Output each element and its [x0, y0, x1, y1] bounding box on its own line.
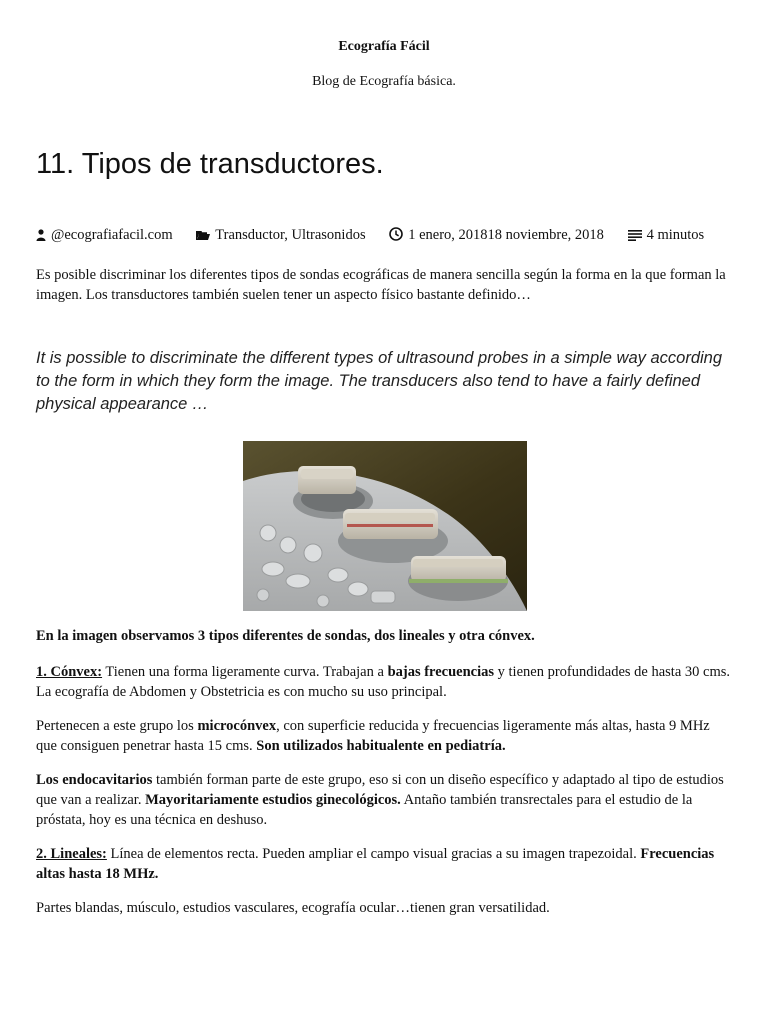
endocavitary-text: también forman parte de este grupo, eso si con un diseño específico y adaptado al tipo de estudios que van a realizar.	[36, 772, 724, 808]
linear-bold: Frecuencias altas hasta 18 MHz.	[36, 846, 715, 882]
site-header	[0, 0, 768, 91]
intro-text: En la imagen observamos 3 tipos diferentes de sondas, dos lineales y otra cónvex.	[36, 628, 535, 644]
microconvex-bold: microcónvex	[197, 718, 277, 734]
microconvex-text: Pertenecen a este grupo los	[36, 718, 198, 734]
english-translation: It is possible to discriminate the different types of ultrasound probes in a simple way according to the form in which they form the image. The transducers also tend to have a fairly defined physical appearance …	[36, 349, 723, 413]
endocavitary-bold-2: Mayoritariamente estudios ginecológicos.	[145, 792, 401, 808]
convex-text-2: y tienen profundidades de hasta 30 cms. La ecografía de Abdomen y Obstetricia es con mucho su uso principal.	[36, 664, 730, 700]
post-title: 11. Tipos de transductores.	[36, 148, 384, 180]
meta-categories	[196, 227, 369, 243]
reading-time: 4 minutos	[646, 227, 705, 243]
intro-paragraph	[36, 626, 732, 646]
meta-reading-time	[628, 227, 705, 243]
reading-time-icon	[628, 229, 642, 241]
author-link[interactable]: @ecografiafacil.com	[51, 227, 173, 243]
linear-heading: 2. Lineales:	[36, 846, 107, 862]
endocavitary-bold: Los endocavitarios	[36, 772, 153, 788]
closing-paragraph: Partes blandas, músculo, estudios vasculares, ecografía ocular…tienen gran versatilidad.	[36, 900, 550, 916]
folder-icon	[196, 230, 210, 241]
meta-author[interactable]	[36, 227, 176, 243]
categories-links[interactable]: Transductor, Ultrasonidos	[215, 227, 366, 243]
meta-date	[389, 227, 607, 243]
post-meta	[36, 225, 732, 245]
site-title-link[interactable]: Ecografía Fácil	[338, 39, 430, 54]
microconvex-bold-2: Son utilizados habitualente en pediatría.	[256, 738, 506, 754]
convex-heading: 1. Cónvex:	[36, 664, 103, 680]
user-icon	[36, 229, 46, 241]
linear-text: Línea de elementos recta. Pueden ampliar el campo visual gracias a su imagen trapezoidal.	[106, 846, 641, 862]
clock-icon	[389, 227, 403, 241]
linear-paragraph	[36, 844, 732, 884]
date-link[interactable]: 1 enero, 201818 noviembre, 2018	[408, 227, 604, 243]
convex-text: Tienen una forma ligeramente curva. Trabajan a	[102, 664, 388, 680]
endocavitary-paragraph	[36, 770, 732, 830]
transducers-photo	[243, 441, 527, 611]
convex-paragraph	[36, 662, 732, 702]
endocavitary-text-2: Antaño también transrectales para el estudio de la próstata, hoy es una técnica en deshuso.	[36, 792, 693, 828]
post-body	[36, 626, 732, 932]
microconvex-paragraph	[36, 716, 732, 756]
microconvex-text-2: , con superficie reducida y frecuencias ligeramente más altas, hasta 9 MHz que consiguen penetrar hasta 15 cms.	[36, 718, 710, 754]
site-tagline: Blog de Ecografía básica.	[312, 74, 456, 89]
post-excerpt: Es posible discriminar los diferentes tipos de sondas ecográficas de manera sencilla según la forma en la que forman la imagen. Los transductores también suelen tener un aspecto físico bastante definido…	[36, 267, 726, 303]
convex-bold: bajas frecuencias	[387, 664, 495, 680]
